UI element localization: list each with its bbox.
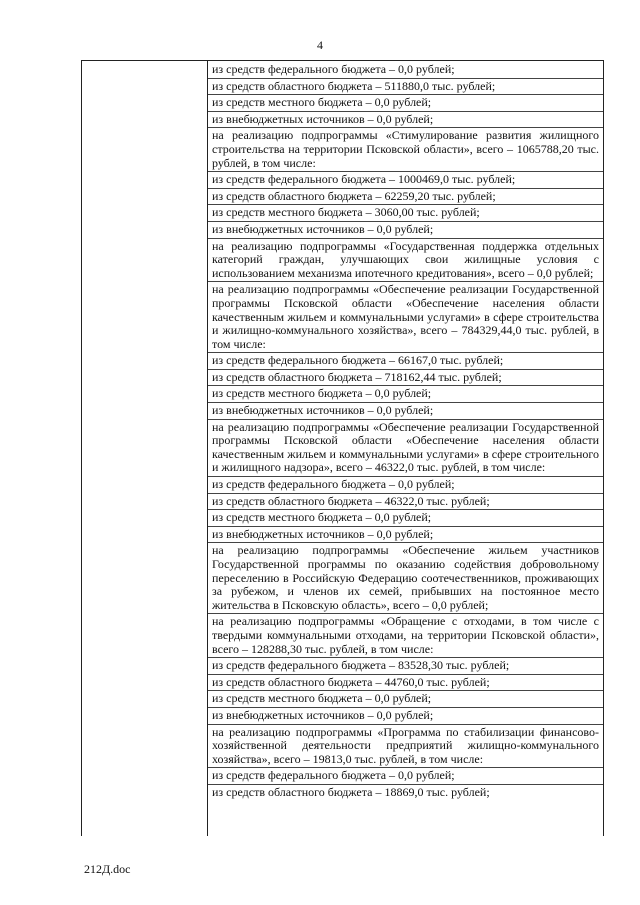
table-row: из внебюджетных источников – 0,0 рублей; bbox=[208, 527, 603, 544]
table-row: из средств местного бюджета – 0,0 рублей; bbox=[208, 386, 603, 403]
table-row: на реализацию подпрограммы «Обеспечение реализации Государственной программы Псковской области «Обеспечение населения области качественным жильем и коммунальными услугами» в сфере строительного и жилищного надзора», всего – 46322,0 тыс. рублей, в том числе: bbox=[208, 420, 603, 477]
table-row: из средств федерального бюджета – 0,0 рублей; bbox=[208, 61, 603, 79]
table-row: из средств областного бюджета – 44760,0 тыс. рублей; bbox=[208, 675, 603, 692]
table-row: из внебюджетных источников – 0,0 рублей; bbox=[208, 222, 603, 239]
page-number: 4 bbox=[317, 38, 323, 52]
document-table bbox=[81, 60, 604, 836]
table-row: из средств федерального бюджета – 1000469,0 тыс. рублей; bbox=[208, 172, 603, 189]
table-row: из внебюджетных источников – 0,0 рублей; bbox=[208, 403, 603, 420]
table-row: из средств областного бюджета – 18869,0 тыс. рублей; bbox=[212, 784, 490, 799]
table-row: из средств областного бюджета – 62259,20 тыс. рублей; bbox=[208, 189, 603, 206]
table-row: на реализацию подпрограммы «Стимулирование развития жилищного строительства на территории Псковской области», всего – 1065788,20 тыс. рублей, в том числе: bbox=[208, 128, 603, 172]
table-row: из средств федерального бюджета – 0,0 рублей; bbox=[208, 768, 603, 785]
table-right-column bbox=[208, 61, 603, 836]
table-row: из средств областного бюджета – 46322,0 тыс. рублей; bbox=[208, 494, 603, 511]
table-row: на реализацию подпрограммы «Обращение с отходами, в том числе с твердыми коммунальными отходами, на территории Псковской области», всего – 128288,30 тыс. рублей, в том числе: bbox=[208, 614, 603, 658]
table-row: из средств федерального бюджета – 0,0 рублей; bbox=[208, 477, 603, 494]
table-row: из внебюджетных источников – 0,0 рублей; bbox=[208, 112, 603, 129]
table-row: на реализацию подпрограммы «Программа по стабилизации финансово-хозяйственной деятельности предприятий жилищно-коммунального хозяйства», всего – 19813,0 тыс. рублей, в том числе: bbox=[208, 725, 603, 769]
table-row: из внебюджетных источников – 0,0 рублей; bbox=[208, 708, 603, 725]
table-row: из средств областного бюджета – 511880,0 тыс. рублей; bbox=[208, 79, 603, 96]
table-row: из средств местного бюджета – 3060,00 тыс. рублей; bbox=[208, 205, 603, 222]
table-row: на реализацию подпрограммы «Государственная поддержка отдельных категорий граждан, улучшающих свои жилищные условия с использованием механизма ипотечного кредитования», всего – 0,0 рублей; bbox=[208, 239, 603, 283]
table-row: из средств местного бюджета – 0,0 рублей; bbox=[208, 691, 603, 708]
table-row: из средств федерального бюджета – 83528,30 тыс. рублей; bbox=[208, 658, 603, 675]
table-row: на реализацию подпрограммы «Обеспечение жильем участников Государственной программы по оказанию содействия добровольному переселению в Российскую Федерацию соотечественников, проживающих за рубежом, и членов их семей, прибывших на постоянное место жительства в Псковскую область», всего – 0,0 рублей; bbox=[208, 543, 603, 614]
table-row: на реализацию подпрограммы «Обеспечение реализации Государственной программы Псковской области «Обеспечение населения области качественным жильем и коммунальными услугами» в сфере строительства и жилищно-коммунального хозяйства», всего – 784329,44,0 тыс. рублей, в том числе: bbox=[208, 282, 603, 353]
table-row: из средств областного бюджета – 718162,44 тыс. рублей; bbox=[208, 370, 603, 387]
table-row: из средств федерального бюджета – 66167,0 тыс. рублей; bbox=[208, 353, 603, 370]
table-left-column bbox=[82, 61, 208, 836]
table-row: из средств местного бюджета – 0,0 рублей; bbox=[208, 510, 603, 527]
table-row: из средств местного бюджета – 0,0 рублей; bbox=[208, 95, 603, 112]
file-name-footer: 212Д.doc bbox=[84, 862, 131, 876]
